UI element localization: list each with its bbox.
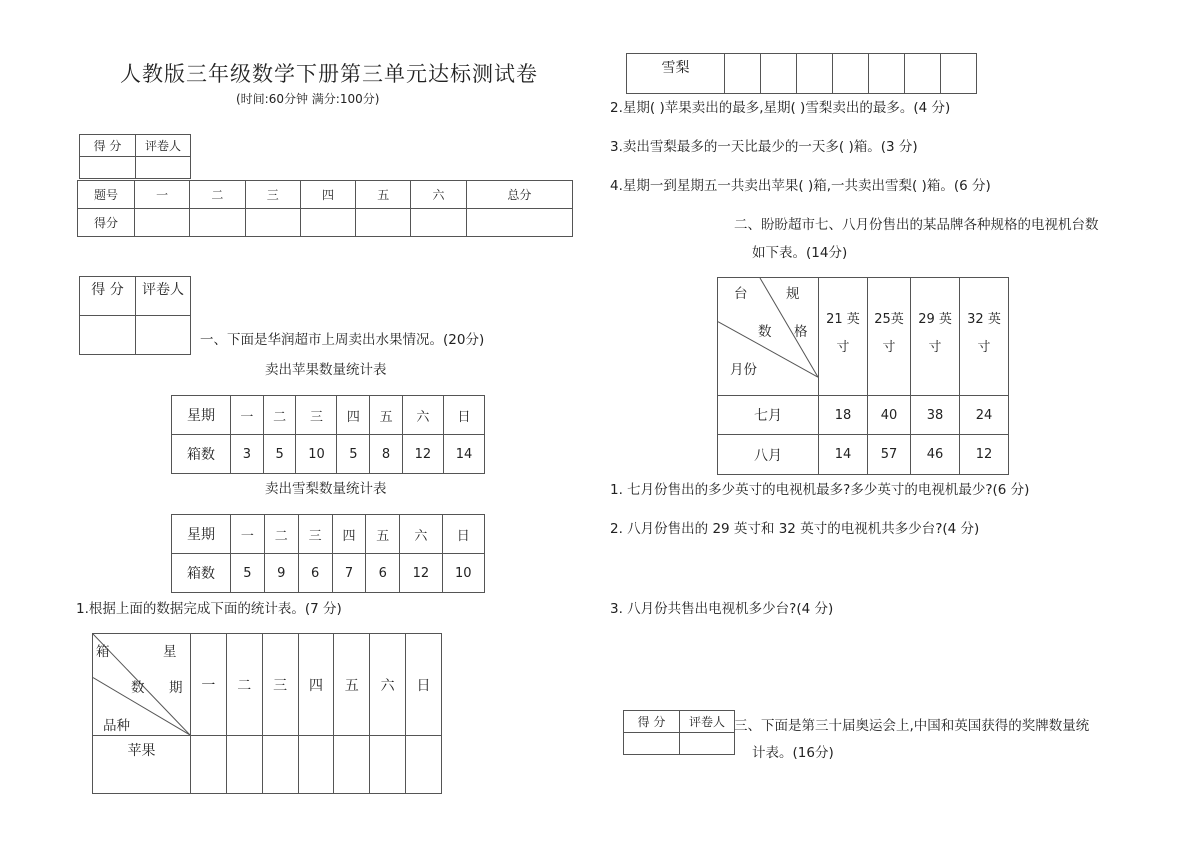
table-header-cell: 一: [231, 515, 265, 554]
section2-question-3: 3. 八月份共售出电视机多少台?(4 分): [610, 601, 834, 617]
tv-size-label: 25英: [874, 312, 904, 327]
answer-cell[interactable]: [370, 736, 406, 794]
score-header-cell: 六: [411, 181, 466, 209]
score-cell[interactable]: [190, 209, 245, 237]
table-header-cell: 五: [370, 396, 403, 435]
tv-size-unit: 寸: [882, 340, 896, 355]
score-table: [77, 180, 573, 237]
score-header-cell: 总分: [466, 181, 572, 209]
answer-cell[interactable]: [905, 54, 941, 94]
tv-size-header: [911, 278, 960, 396]
table-cell: 46: [911, 435, 960, 475]
tv-size-header: [867, 278, 910, 396]
score-header-cell: 三: [245, 181, 300, 209]
answer-cell[interactable]: [941, 54, 977, 94]
answer-cell[interactable]: [298, 736, 334, 794]
section3-heading: 三、下面是第三十届奥运会上,中国和英国获得的奖牌数量统: [734, 718, 1090, 734]
answer-cell[interactable]: [725, 54, 761, 94]
table-row-label: 箱数: [172, 435, 231, 474]
table-header-cell: 三: [262, 634, 298, 736]
tv-size-unit: 寸: [977, 340, 991, 355]
score-cell[interactable]: [466, 209, 572, 237]
table-header-cell: 四: [298, 634, 334, 736]
section2-heading: 二、盼盼超市七、八月份售出的某品牌各种规格的电视机台数: [734, 217, 1099, 233]
section1-heading: 一、下面是华润超市上周卖出水果情况。(20分): [200, 332, 485, 348]
table-header-cell: 日: [443, 396, 484, 435]
tv-size-label: 32 英: [967, 312, 1001, 327]
table-cell: 38: [911, 396, 960, 435]
table-cell: 14: [819, 435, 868, 475]
diag-label: 月份: [730, 362, 757, 378]
table-row-label: 雪梨: [627, 54, 725, 94]
table-header-cell: 六: [370, 634, 406, 736]
tv-size-label: 29 英: [918, 312, 952, 327]
diag-label: 数: [131, 680, 145, 696]
diag-label: 品种: [103, 718, 130, 734]
grader-name-cell[interactable]: [136, 316, 191, 355]
diag-label: 数: [758, 324, 772, 340]
score-cell[interactable]: [356, 209, 411, 237]
table-cell: 6: [298, 554, 332, 593]
table-row-label: 八月: [718, 435, 819, 475]
table-cell: 8: [370, 435, 403, 474]
combined-stats-table-continued: [626, 53, 977, 94]
combined-stats-table: [92, 633, 442, 794]
tv-size-unit: 寸: [836, 340, 850, 355]
table-header-cell: 五: [334, 634, 370, 736]
table-header-cell: 三: [298, 515, 332, 554]
table-row-label: 苹果: [93, 736, 191, 794]
answer-cell[interactable]: [262, 736, 298, 794]
table-header-cell: 二: [263, 396, 296, 435]
diag-label: 箱: [96, 644, 110, 660]
score-cell[interactable]: [245, 209, 300, 237]
score-row-label: 得分: [78, 209, 135, 237]
diag-label: 规: [786, 286, 800, 302]
table-cell: 12: [400, 554, 442, 593]
diag-label: 星: [163, 644, 177, 660]
pear-sales-table: [171, 514, 485, 593]
grader-name-label: 评卷人: [680, 711, 735, 733]
table-header-cell: 四: [332, 515, 366, 554]
section1-question-4: 4.星期一到星期五一共卖出苹果( )箱,一共卖出雪梨( )箱。(6 分): [610, 178, 991, 194]
table-cell: 5: [231, 554, 265, 593]
grader-name-label: 评卷人: [136, 277, 191, 316]
section3-heading-line2: 计表。(16分): [752, 745, 834, 761]
diag-label: 格: [794, 324, 808, 340]
apple-sales-table: [171, 395, 485, 474]
grader-name-label: 评卷人: [136, 135, 191, 157]
grader-name-cell[interactable]: [136, 157, 191, 179]
pear-table-title: 卖出雪梨数量统计表: [265, 481, 387, 497]
table-header-cell: 一: [191, 634, 227, 736]
grader-score-label: 得 分: [80, 277, 136, 316]
diagonal-header-cell: [93, 634, 191, 736]
table-header-cell: 一: [231, 396, 264, 435]
table-cell: 57: [867, 435, 910, 475]
page-subtitle: (时间:60分钟 满分:100分): [236, 92, 380, 106]
table-cell: 24: [960, 396, 1009, 435]
table-cell: 40: [867, 396, 910, 435]
section2-question-1: 1. 七月份售出的多少英寸的电视机最多?多少英寸的电视机最少?(6 分): [610, 482, 1030, 498]
answer-cell[interactable]: [797, 54, 833, 94]
score-header-cell: 四: [300, 181, 355, 209]
grader-score-cell[interactable]: [80, 316, 136, 355]
score-header-cell: 二: [190, 181, 245, 209]
table-header-cell: 五: [366, 515, 400, 554]
section1-question-2: 2.星期( )苹果卖出的最多,星期( )雪梨卖出的最多。(4 分): [610, 100, 951, 116]
tv-size-header: [819, 278, 868, 396]
answer-cell[interactable]: [226, 736, 262, 794]
table-header-cell: 二: [264, 515, 298, 554]
tv-size-label: 21 英: [826, 312, 860, 327]
tv-sales-table: [717, 277, 1009, 475]
grader-score-label: 得 分: [80, 135, 136, 157]
apple-table-title: 卖出苹果数量统计表: [265, 362, 387, 378]
section1-question-1: 1.根据上面的数据完成下面的统计表。(7 分): [76, 601, 342, 617]
diag-label: 台: [734, 286, 748, 302]
table-header-cell: 星期: [172, 396, 231, 435]
table-cell: 12: [960, 435, 1009, 475]
answer-cell[interactable]: [833, 54, 869, 94]
table-header-cell: 日: [406, 634, 442, 736]
score-header-cell: 一: [135, 181, 190, 209]
answer-cell[interactable]: [761, 54, 797, 94]
table-header-cell: 二: [226, 634, 262, 736]
section2-heading-line2: 如下表。(14分): [752, 245, 848, 261]
table-header-cell: 四: [337, 396, 370, 435]
grader-score-cell[interactable]: [624, 733, 680, 755]
table-header-cell: 星期: [172, 515, 231, 554]
score-cell[interactable]: [135, 209, 190, 237]
tv-size-header: [960, 278, 1009, 396]
table-cell: 12: [402, 435, 443, 474]
diag-label: 期: [169, 680, 183, 696]
table-cell: 7: [332, 554, 366, 593]
table-cell: 14: [443, 435, 484, 474]
page-title: 人教版三年级数学下册第三单元达标测试卷: [120, 62, 538, 86]
grader-name-cell[interactable]: [680, 733, 735, 755]
table-cell: 9: [264, 554, 298, 593]
answer-cell[interactable]: [334, 736, 370, 794]
grader-score-label: 得 分: [624, 711, 680, 733]
grader-box-section3: [623, 710, 735, 755]
diagonal-header-cell: [718, 278, 819, 396]
table-cell: 3: [231, 435, 264, 474]
grader-box-top: [79, 134, 191, 179]
table-cell: 6: [366, 554, 400, 593]
table-cell: 18: [819, 396, 868, 435]
score-cell[interactable]: [411, 209, 466, 237]
table-header-cell: 日: [442, 515, 484, 554]
score-header-cell: 五: [356, 181, 411, 209]
score-header-cell: 题号: [78, 181, 135, 209]
table-row-label: 箱数: [172, 554, 231, 593]
table-cell: 10: [442, 554, 484, 593]
section1-question-3: 3.卖出雪梨最多的一天比最少的一天多( )箱。(3 分): [610, 139, 918, 155]
table-cell: 10: [296, 435, 337, 474]
table-cell: 5: [337, 435, 370, 474]
section2-question-2: 2. 八月份售出的 29 英寸和 32 英寸的电视机共多少台?(4 分): [610, 521, 980, 537]
tv-size-unit: 寸: [928, 340, 942, 355]
answer-cell[interactable]: [191, 736, 227, 794]
table-cell: 5: [263, 435, 296, 474]
grader-box-section1: [79, 276, 191, 355]
answer-cell[interactable]: [406, 736, 442, 794]
table-header-cell: 六: [402, 396, 443, 435]
table-header-cell: 六: [400, 515, 442, 554]
score-cell[interactable]: [300, 209, 355, 237]
grader-score-cell[interactable]: [80, 157, 136, 179]
table-header-cell: 三: [296, 396, 337, 435]
table-row-label: 七月: [718, 396, 819, 435]
answer-cell[interactable]: [869, 54, 905, 94]
